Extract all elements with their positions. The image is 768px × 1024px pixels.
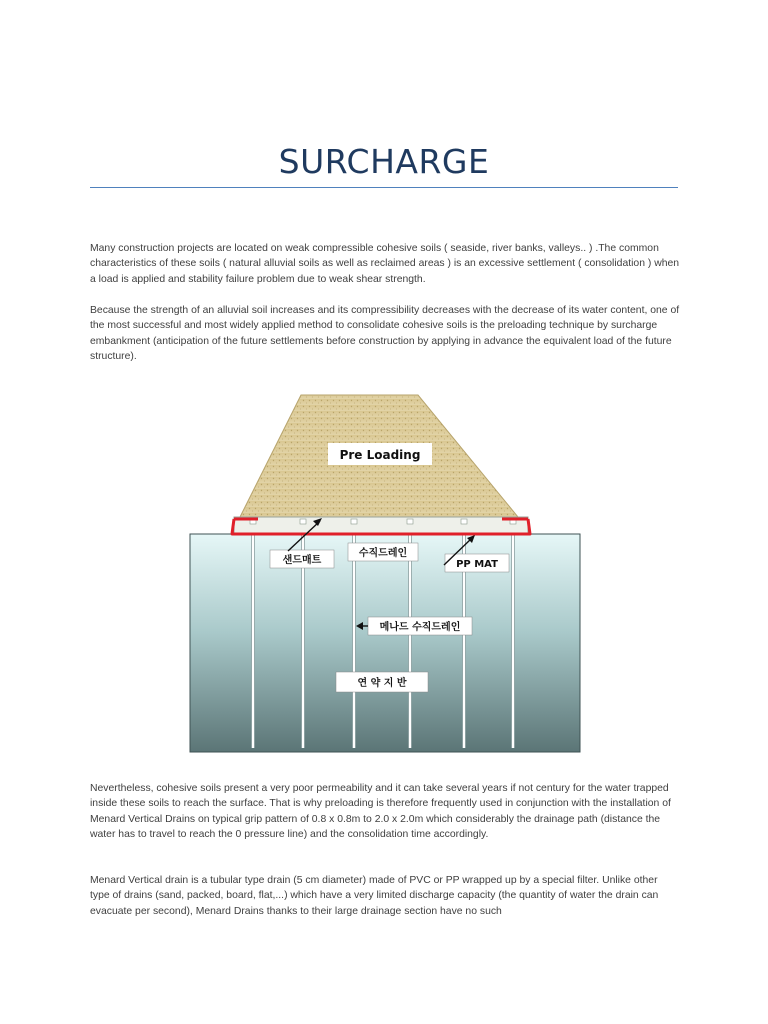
menard-drain-label: 메나드 수직드레인 bbox=[379, 622, 461, 633]
vertical-drain-label: 수직드레인 bbox=[358, 548, 408, 559]
paragraph-menard-drain: Menard Vertical drain is a tubular type drain (5 cm diameter) made of PVC or PP wrapped up by a special filter. Unlike other type of drains (sand, packed, board, flat,...) which have a very limited discharge capacity (the quantity of water the drain can evacuate per second), Menard Drains thanks to their large drainage section have no such bbox=[90, 875, 659, 917]
preloading-diagram-svg bbox=[188, 393, 582, 755]
soft-ground-block bbox=[190, 534, 580, 752]
paragraph-permeability: Nevertheless, cohesive soils present a very poor permeability and it can take several years if not century for the water trapped inside these soils to reach the surface. That is why preloading is therefore frequently used in conjunction with the installation of Menard Vertical Drains on typical grip pattern of 0.8 x 0.8m to 2.0 x 2.0m which considerably the drainage path (distance the water has to travel to reach the 0 pressure line) and the consolidation time accordingly. bbox=[90, 783, 671, 841]
paragraph-preloading: Because the strength of an alluvial soil increases and its compressibility decreases with the decrease of its water content, one of the most successful and most widely applied method to consolidate cohesive soils is the preloading technique by surcharge embankment (anticipation of the future settlements before construction by applying in advance the equivalent load of the future structure). bbox=[90, 305, 680, 363]
paragraph-intro: Many construction projects are located on weak compressible cohesive soils ( seaside, river banks, valleys.. ) .The common characteristics of these soils ( natural alluvial soils as well as reclaimed areas ) is an excessive settlement ( consolidation ) when a load is applied and stability failure problem due to weak shear strength. bbox=[90, 243, 680, 285]
soft-ground-label: 연 약 지 반 bbox=[357, 678, 407, 689]
title-divider bbox=[90, 187, 678, 188]
page-title: SURCHARGE bbox=[278, 142, 490, 181]
preloading-diagram bbox=[188, 393, 582, 755]
preloading-label: Pre Loading bbox=[339, 448, 421, 462]
sand-mat-label: 샌드매트 bbox=[282, 555, 322, 566]
sand-mat bbox=[234, 517, 528, 533]
pp-mat-label: PP MAT bbox=[456, 559, 498, 570]
